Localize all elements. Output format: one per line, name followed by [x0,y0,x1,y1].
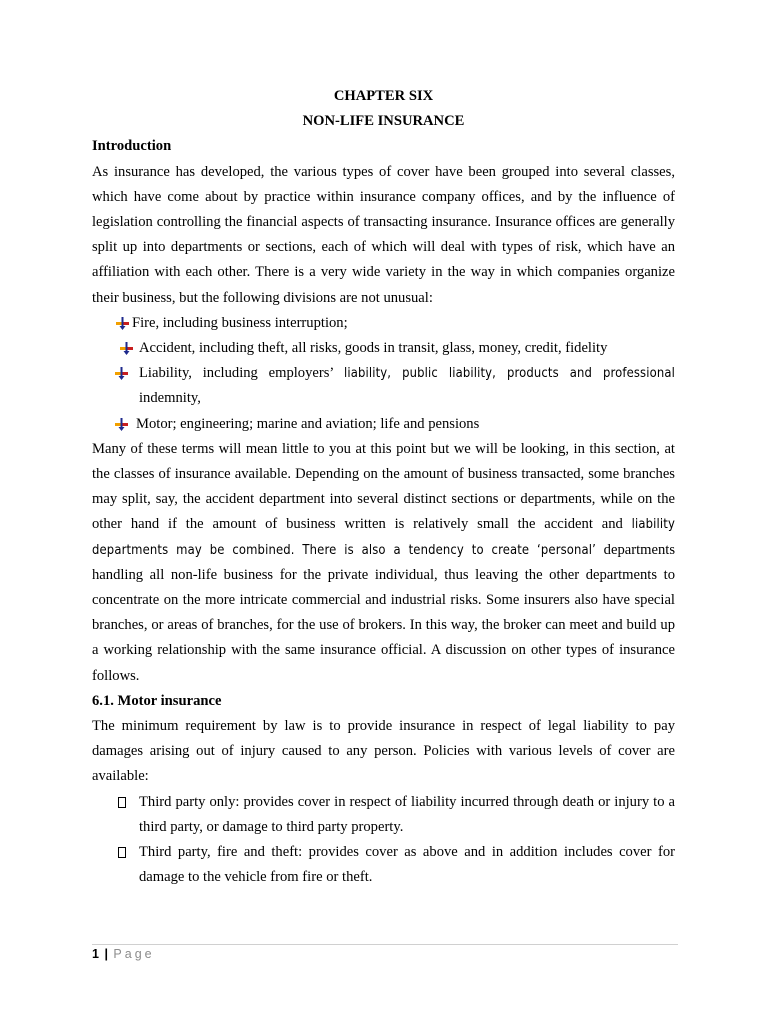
division-text-compressed: liability, public liability, products and professional [343,366,675,382]
intro-paragraph: As insurance has developed, the various types of cover have been grouped into several classes, which have come about by practice within insurance company offices, and by the influence of legislation controlling the financial aspects of transacting insurance. Insurance offices are generally split up into departments or sections, each of which will deal with types of risk, which have an affiliation with each other. There is a very wide variety in the way in which companies organize their business, but the following divisions are not unusual: [92,163,675,306]
division-text: Liability, including employers’ [139,365,344,382]
classes-paragraph [92,437,675,689]
chapter-subtitle: NON-LIFE INSURANCE [302,113,465,130]
page-label: Page [113,947,155,961]
division-text: Fire, including business interruption; [132,314,348,331]
motor-cover-item [92,840,675,890]
motor-cover-text: Third party, fire and theft: provides cover as above and in addition includes cover for damage to the vehicle from fire or theft. [139,844,675,886]
division-text: Accident, including theft, all risks, goods in transit, glass, money, credit, fidelity [139,340,608,357]
classes-paragraph-text-a: Many of these terms will mean little to you at this point but we will be looking, in this section, at the classes of insurance available. Depending on the amount of business transacted, some branches may split, say, the accident department into several distinct sections or departments, while on the other hand if the amount of business written is relatively small the accident and [92,440,675,533]
intro-heading: Introduction [92,138,172,155]
arrow-bullet-icon [115,418,128,431]
footer-separator: | [104,947,108,961]
missing-glyph-box-icon [118,797,126,808]
division-text: Motor; engineering; marine and aviation; life and pensions [136,415,480,432]
classes-paragraph-text-compressed: liability departments may be combined. There is also a tendency to create ‘personal’ [92,517,675,558]
division-item [92,311,675,336]
motor-paragraph: The minimum requirement by law is to provide insurance in respect of legal liability to pay damages arising out of injury caused to any person. Policies with various levels of cover are available: [92,718,675,785]
division-item [92,412,675,437]
page-number: 1 [92,947,99,961]
page-content [92,84,675,891]
arrow-bullet-icon [120,342,133,355]
classes-paragraph-text-b: departments handling all non-life business for the private individual, thus leaving the other departments to concentrate on the more intricate commercial and industrial risks. Some insurers also have special branches, or areas of branches, for the use of brokers. In this way, the broker can meet and build up a working relationship with the same insurance official. A discussion on other types of insurance follows. [92,541,675,684]
missing-glyph-box-icon [118,847,126,858]
motor-cover-item [92,790,675,840]
division-item [92,361,675,411]
chapter-title: CHAPTER SIX [333,88,434,104]
arrow-bullet-icon [116,317,129,330]
arrow-bullet-icon [115,367,128,380]
division-text-suffix: indemnity, [139,390,201,407]
motor-cover-text: Third party only: provides cover in respect of liability incurred through death or injury to a third party, or damage to third party property. [139,793,675,835]
division-item [92,336,675,361]
motor-insurance-heading: 6.1. Motor insurance [92,692,222,709]
page-footer [92,944,678,961]
